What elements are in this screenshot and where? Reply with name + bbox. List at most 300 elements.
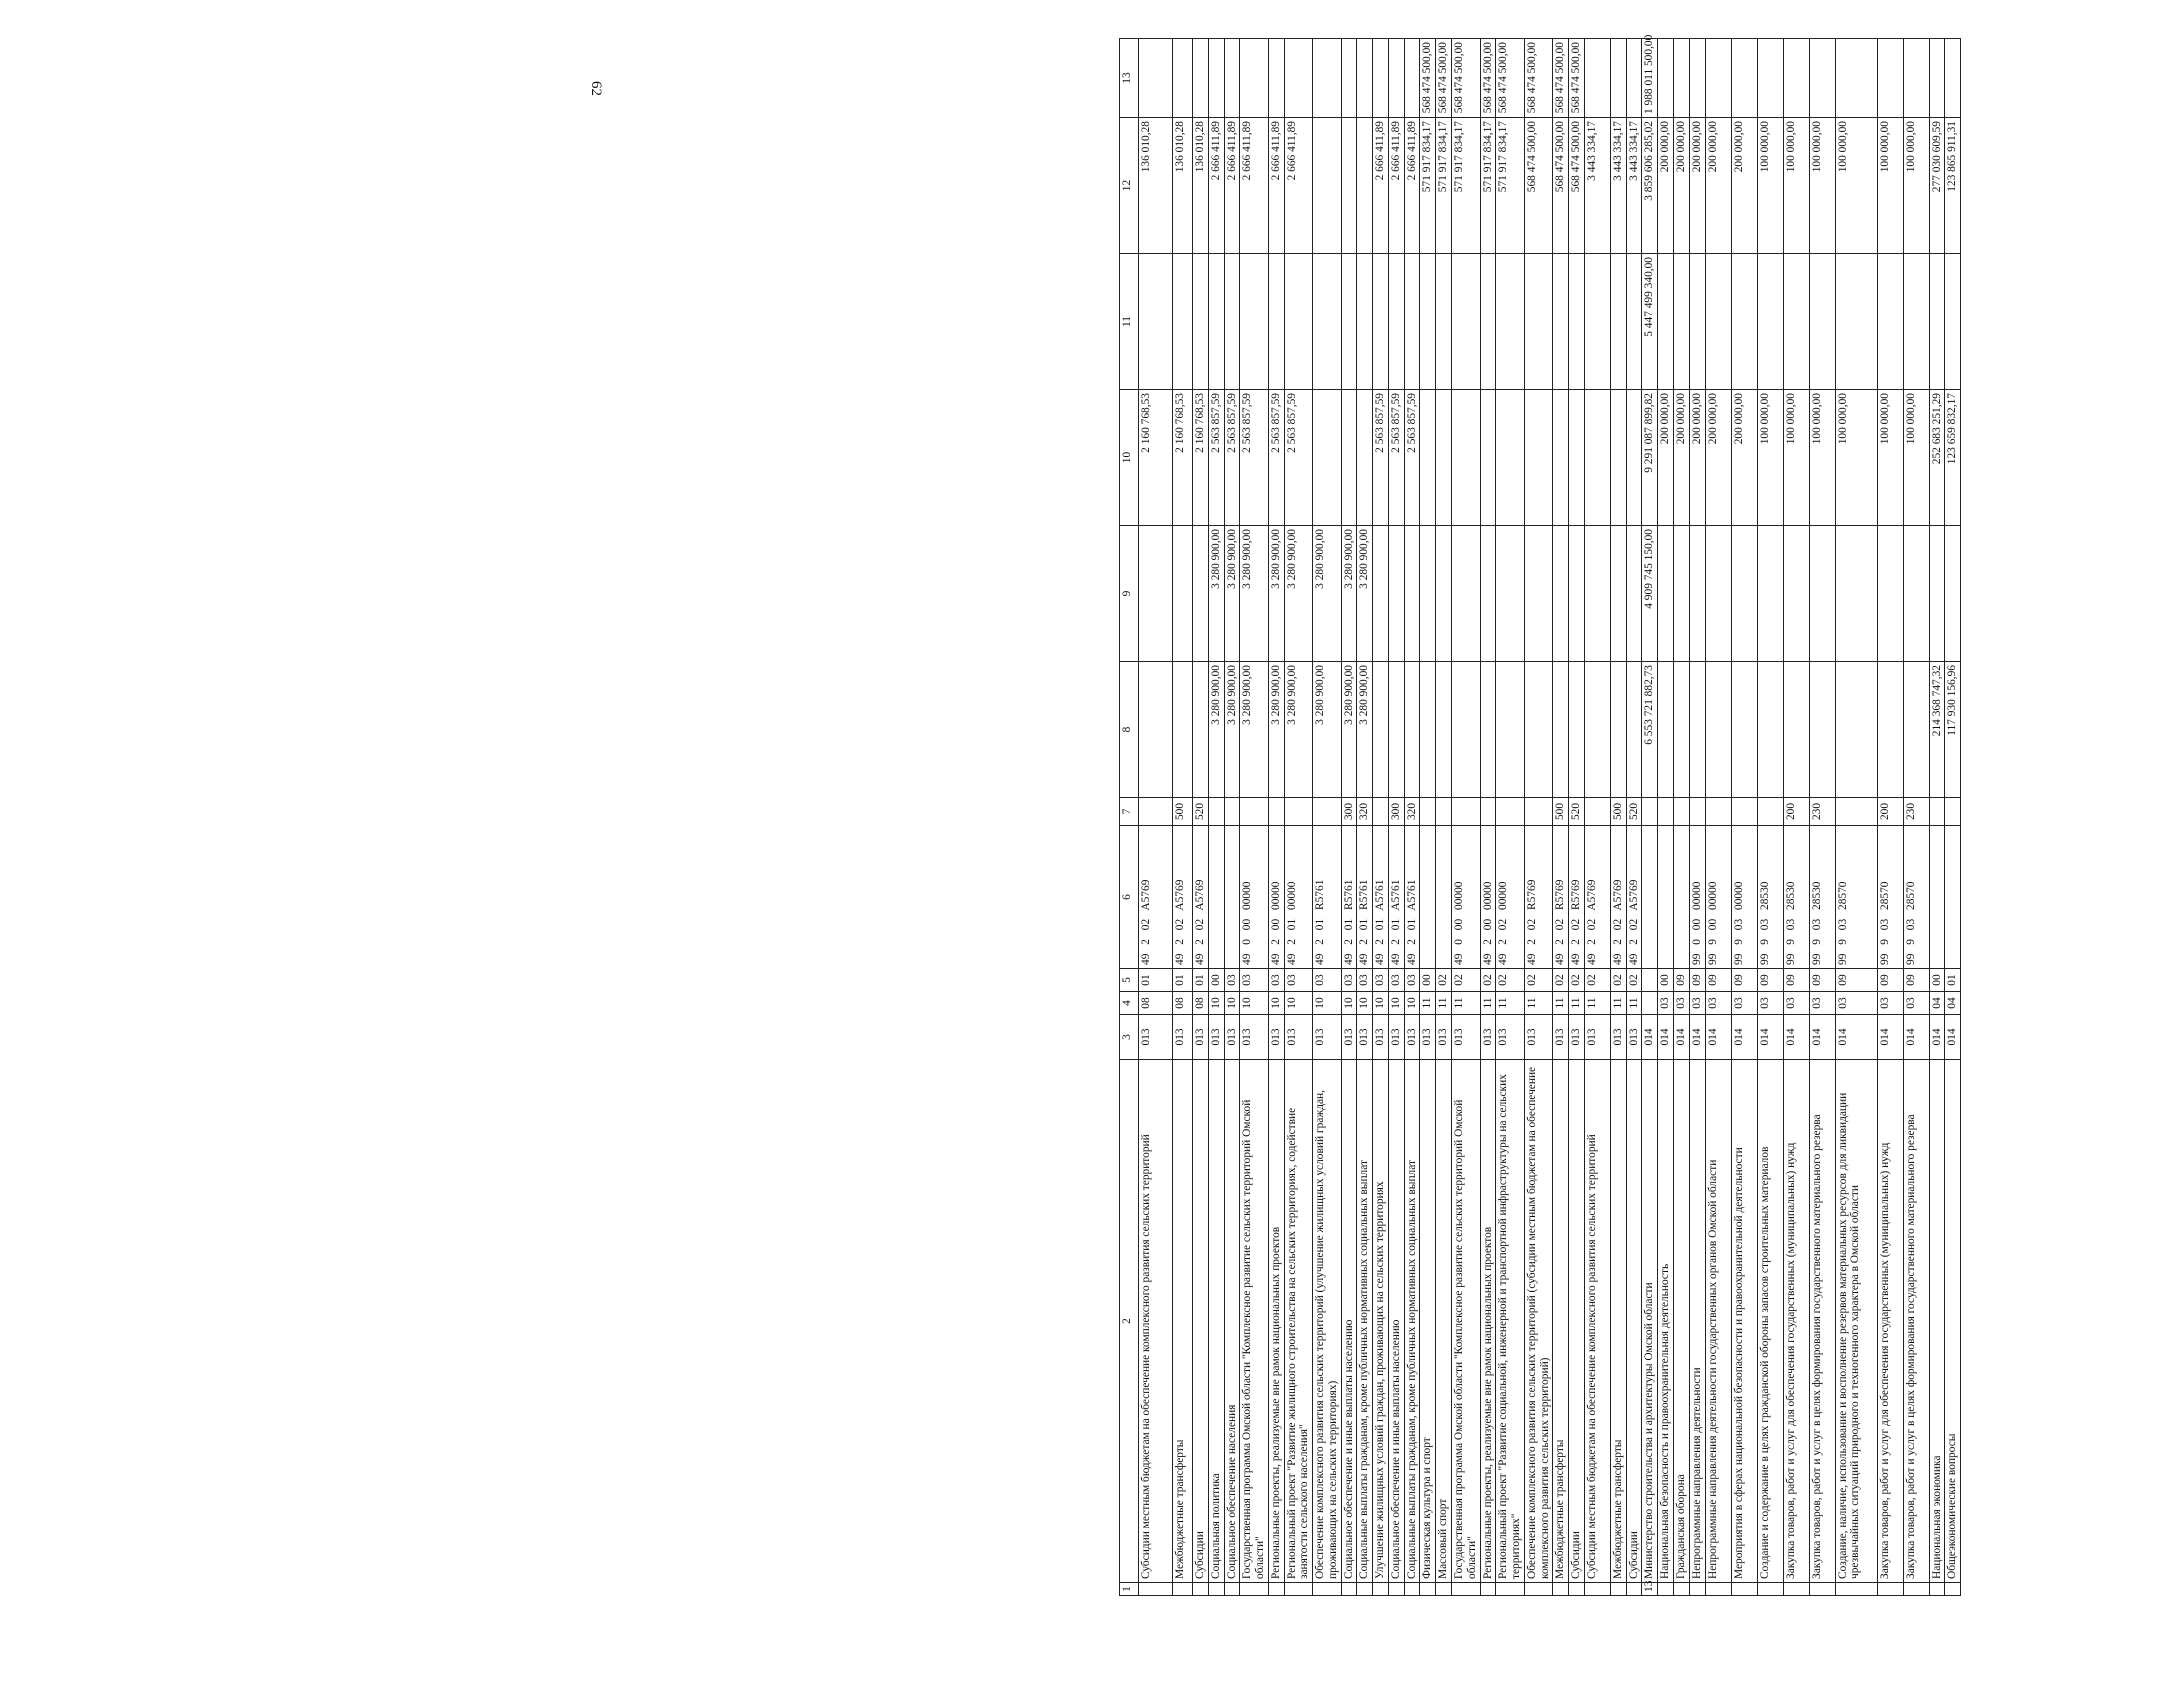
table-cell: 013 — [1357, 1015, 1373, 1060]
table-cell: 03 — [1313, 969, 1342, 992]
table-cell: Региональные проекты, реализуемые вне рамок национальных проектов — [1268, 1060, 1284, 1583]
table-cell — [1173, 662, 1193, 798]
table-cell: 10 — [1268, 992, 1284, 1015]
table-cell: 014 — [1757, 1015, 1783, 1060]
table-cell — [1420, 390, 1436, 526]
table-cell — [1436, 662, 1452, 798]
column-header: 5 — [1120, 969, 1139, 992]
table-cell: 100 000,00 — [1877, 118, 1903, 254]
table-cell: 9 291 087 899,82 — [1642, 390, 1658, 526]
table-cell: 09 — [1757, 969, 1783, 992]
table-cell — [1731, 662, 1757, 798]
table-cell — [1705, 526, 1731, 662]
table-cell: 03 — [1284, 969, 1313, 992]
table-cell: 520 — [1626, 798, 1642, 826]
table-cell — [1569, 390, 1585, 526]
table-cell: 568 474 500,00 — [1524, 118, 1553, 254]
table-row — [1835, 39, 1877, 1596]
table-cell: 99 9 03 28530 — [1783, 826, 1809, 969]
table-row — [1610, 39, 1626, 1596]
table-cell: 500 — [1553, 798, 1569, 826]
table-cell — [1658, 526, 1674, 662]
table-cell: 3 280 900,00 — [1268, 526, 1284, 662]
table-cell — [1452, 1583, 1481, 1596]
table-cell — [1208, 826, 1224, 969]
table-cell: 09 — [1673, 969, 1689, 992]
table-cell: Улучшение жилищных условий граждан, проживающих на сельских территориях — [1373, 1060, 1389, 1583]
table-cell: Субсидии — [1569, 1060, 1585, 1583]
table-cell — [1689, 254, 1705, 390]
table-cell: 01 — [1193, 969, 1209, 992]
table-cell — [1193, 662, 1209, 798]
table-cell — [1553, 526, 1569, 662]
table-cell — [1420, 826, 1436, 969]
table-cell: 013 — [1284, 1015, 1313, 1060]
table-cell — [1835, 526, 1877, 662]
table-cell: 02 — [1524, 969, 1553, 992]
table-cell — [1757, 526, 1783, 662]
table-cell: 11 — [1524, 992, 1553, 1015]
table-cell — [1877, 254, 1903, 390]
table-cell: 2 160 768,53 — [1173, 390, 1193, 526]
table-cell: 1 988 011 500,00 — [1642, 39, 1658, 118]
table-cell — [1496, 254, 1525, 390]
table-cell — [1436, 798, 1452, 826]
table-cell — [1524, 390, 1553, 526]
table-cell — [1658, 826, 1674, 969]
table-cell — [1626, 390, 1642, 526]
table-cell: 568 474 500,00 — [1420, 39, 1436, 118]
table-cell: 49 2 02 A5769 — [1584, 826, 1610, 969]
table-cell — [1610, 1583, 1626, 1596]
table-cell — [1553, 1583, 1569, 1596]
column-header: 6 — [1120, 826, 1139, 969]
table-cell — [1208, 39, 1224, 118]
table-cell — [1388, 526, 1404, 662]
table-cell — [1480, 254, 1496, 390]
table-cell — [1496, 662, 1525, 798]
table-cell: 2 563 857,59 — [1373, 390, 1389, 526]
table-cell: 013 — [1452, 1015, 1481, 1060]
table-cell — [1626, 39, 1642, 118]
table-cell — [1284, 254, 1313, 390]
table-row — [1877, 39, 1903, 1596]
table-cell: 49 2 02 A5769 — [1626, 826, 1642, 969]
column-header: 3 — [1120, 1015, 1139, 1060]
table-cell: 10 — [1357, 992, 1373, 1015]
table-cell — [1835, 662, 1877, 798]
table-cell: 13 — [1642, 1583, 1658, 1596]
table-cell — [1388, 1583, 1404, 1596]
table-cell — [1341, 254, 1357, 390]
table-cell: 03 — [1240, 969, 1269, 992]
table-cell — [1496, 526, 1525, 662]
table-cell — [1673, 826, 1689, 969]
table-cell: 571 917 834,17 — [1436, 118, 1452, 254]
table-cell: Создание, наличие, использование и восполнение резервов материальных ресурсов для ликвидации чрезвычайных ситуаций природного и техногенного характера в Омской области — [1835, 1060, 1877, 1583]
table-cell — [1357, 254, 1373, 390]
column-header: 4 — [1120, 992, 1139, 1015]
table-cell — [1642, 969, 1658, 992]
table-cell — [1673, 254, 1689, 390]
table-cell — [1341, 118, 1357, 254]
table-cell — [1208, 254, 1224, 390]
table-cell — [1436, 254, 1452, 390]
table-cell: 230 — [1903, 798, 1929, 826]
table-cell: 500 — [1610, 798, 1626, 826]
table-row — [1689, 39, 1705, 1596]
table-cell: 014 — [1731, 1015, 1757, 1060]
table-cell — [1480, 798, 1496, 826]
table-cell: Непрограммные направления деятельности государственных органов Омской области — [1705, 1060, 1731, 1583]
table-cell — [1903, 662, 1929, 798]
table-cell — [1705, 254, 1731, 390]
table-row — [1404, 39, 1420, 1596]
table-cell — [1240, 39, 1269, 118]
table-cell: 49 2 02 A5769 — [1139, 826, 1173, 969]
table-cell: 200 000,00 — [1689, 118, 1705, 254]
table-cell: 11 — [1626, 992, 1642, 1015]
table-cell — [1268, 39, 1284, 118]
column-header: 9 — [1120, 526, 1139, 662]
table-cell: 320 — [1357, 798, 1373, 826]
table-cell: 2 563 857,59 — [1284, 390, 1313, 526]
table-cell — [1452, 798, 1481, 826]
table-cell: 99 0 00 00000 — [1689, 826, 1705, 969]
table-cell: 014 — [1877, 1015, 1903, 1060]
table-cell — [1224, 39, 1240, 118]
table-cell — [1809, 254, 1835, 390]
table-cell: Обеспечение комплексного развития сельских территорий (субсидии местным бюджетам на обеспечение комплексного развития сельских территорий) — [1524, 1060, 1553, 1583]
table-cell: 49 2 02 A5769 — [1193, 826, 1209, 969]
table-cell: 08 — [1193, 992, 1209, 1015]
table-cell: 49 2 01 R5761 — [1313, 826, 1342, 969]
table-cell: 252 683 251,29 — [1929, 390, 1945, 526]
table-cell — [1626, 662, 1642, 798]
table-cell — [1705, 39, 1731, 118]
table-cell: Закупка товаров, работ и услуг для обеспечения государственных (муниципальных) нужд — [1877, 1060, 1903, 1583]
table-cell: 2 666 411,89 — [1373, 118, 1389, 254]
table-cell — [1584, 526, 1610, 662]
table-cell: 200 000,00 — [1705, 390, 1731, 526]
table-cell — [1626, 526, 1642, 662]
table-cell — [1626, 1583, 1642, 1596]
table-row — [1903, 39, 1929, 1596]
table-cell: 10 — [1404, 992, 1420, 1015]
table-cell — [1903, 39, 1929, 118]
table-row — [1357, 39, 1373, 1596]
table-cell: 03 — [1673, 992, 1689, 1015]
table-cell: 014 — [1689, 1015, 1705, 1060]
table-cell: 10 — [1240, 992, 1269, 1015]
table-cell: 2 666 411,89 — [1240, 118, 1269, 254]
table-cell — [1452, 526, 1481, 662]
table-cell: Субсидии местным бюджетам на обеспечение комплексного развития сельских территорий — [1584, 1060, 1610, 1583]
table-cell: 500 — [1173, 798, 1193, 826]
table-cell: 03 — [1373, 969, 1389, 992]
table-cell: Региональные проекты, реализуемые вне рамок национальных проектов — [1480, 1060, 1496, 1583]
table-cell: 2 666 411,89 — [1268, 118, 1284, 254]
table-cell — [1642, 826, 1658, 969]
table-cell: Общеэкономические вопросы — [1945, 1060, 1961, 1583]
table-cell — [1420, 526, 1436, 662]
table-cell: 100 000,00 — [1809, 118, 1835, 254]
table-cell: 99 9 03 28570 — [1877, 826, 1903, 969]
table-cell: Национальная безопасность и правоохранительная деятельность — [1658, 1060, 1674, 1583]
table-cell: 200 000,00 — [1658, 390, 1674, 526]
table-cell: 02 — [1610, 969, 1626, 992]
table-cell: 03 — [1341, 969, 1357, 992]
table-cell — [1139, 254, 1173, 390]
table-cell: 014 — [1783, 1015, 1809, 1060]
table-row — [1193, 39, 1209, 1596]
table-cell: 49 2 02 R5769 — [1524, 826, 1553, 969]
table-row — [1705, 39, 1731, 1596]
table-cell: 99 9 00 00000 — [1705, 826, 1731, 969]
table-cell — [1240, 1583, 1269, 1596]
table-cell: 49 2 01 R5761 — [1357, 826, 1373, 969]
table-cell: 568 474 500,00 — [1524, 39, 1553, 118]
table-cell: 99 9 03 28570 — [1835, 826, 1877, 969]
table-cell — [1835, 1583, 1877, 1596]
table-cell: 2 563 857,59 — [1268, 390, 1284, 526]
table-cell: 11 — [1584, 992, 1610, 1015]
table-cell: 2 563 857,59 — [1208, 390, 1224, 526]
column-header: 7 — [1120, 798, 1139, 826]
table-cell: 49 2 00 00000 — [1268, 826, 1284, 969]
table-cell — [1929, 826, 1945, 969]
table-cell: 014 — [1658, 1015, 1674, 1060]
table-cell — [1945, 39, 1961, 118]
table-cell — [1809, 1583, 1835, 1596]
table-cell — [1404, 254, 1420, 390]
table-row — [1313, 39, 1342, 1596]
table-cell — [1313, 118, 1342, 254]
table-cell: Непрограммные направления деятельности — [1689, 1060, 1705, 1583]
table-cell: Социальное обеспечение и иные выплаты населению — [1388, 1060, 1404, 1583]
table-cell — [1809, 662, 1835, 798]
table-cell — [1945, 254, 1961, 390]
table-cell: 3 280 900,00 — [1357, 526, 1373, 662]
table-cell — [1224, 826, 1240, 969]
column-header: 1 — [1120, 1583, 1139, 1596]
table-cell — [1610, 39, 1626, 118]
table-cell — [1929, 39, 1945, 118]
table-cell — [1496, 798, 1525, 826]
table-cell — [1835, 798, 1877, 826]
column-header: 8 — [1120, 662, 1139, 798]
table-cell: Государственная программа Омской области "Комплексное развитие сельских территорий Омской области" — [1240, 1060, 1269, 1583]
table-cell: 013 — [1208, 1015, 1224, 1060]
table-cell: 49 2 02 A5769 — [1173, 826, 1193, 969]
table-row — [1731, 39, 1757, 1596]
table-cell: Социальные выплаты гражданам, кроме публичных нормативных социальных выплат — [1404, 1060, 1420, 1583]
table-cell — [1584, 39, 1610, 118]
table-cell — [1757, 1583, 1783, 1596]
table-cell — [1929, 798, 1945, 826]
table-cell — [1404, 526, 1420, 662]
table-row — [1929, 39, 1945, 1596]
table-cell — [1420, 798, 1436, 826]
table-cell: 49 2 02 00000 — [1496, 826, 1525, 969]
table-cell: Закупка товаров, работ и услуг для обеспечения государственных (муниципальных) нужд — [1783, 1060, 1809, 1583]
table-cell: 10 — [1208, 992, 1224, 1015]
table-cell — [1689, 662, 1705, 798]
table-cell: 117 930 156,96 — [1945, 662, 1961, 798]
table-row — [1480, 39, 1496, 1596]
table-cell: 02 — [1553, 969, 1569, 992]
table-cell: 03 — [1705, 992, 1731, 1015]
table-cell — [1404, 662, 1420, 798]
table-cell: 013 — [1193, 1015, 1209, 1060]
table-cell: 11 — [1420, 992, 1436, 1015]
table-cell — [1809, 39, 1835, 118]
table-cell: 014 — [1945, 1015, 1961, 1060]
table-cell: 09 — [1731, 969, 1757, 992]
table-cell — [1689, 1583, 1705, 1596]
table-row — [1673, 39, 1689, 1596]
table-cell — [1313, 1583, 1342, 1596]
table-cell: 200 — [1877, 798, 1903, 826]
table-cell: 277 030 609,59 — [1929, 118, 1945, 254]
table-cell: 200 000,00 — [1731, 390, 1757, 526]
table-row — [1757, 39, 1783, 1596]
table-cell: Национальная экономика — [1929, 1060, 1945, 1583]
column-header: 2 — [1120, 1060, 1139, 1583]
table-cell: 320 — [1404, 798, 1420, 826]
table-cell — [1945, 1583, 1961, 1596]
table-cell — [1731, 1583, 1757, 1596]
table-cell — [1903, 526, 1929, 662]
table-cell: Межбюджетные трансферты — [1553, 1060, 1569, 1583]
table-cell: 03 — [1658, 992, 1674, 1015]
table-cell: 3 280 900,00 — [1240, 526, 1269, 662]
table-cell — [1480, 390, 1496, 526]
table-cell: 10 — [1341, 992, 1357, 1015]
table-cell — [1658, 798, 1674, 826]
table-cell: 3 443 334,17 — [1610, 118, 1626, 254]
table-cell: 100 000,00 — [1809, 390, 1835, 526]
table-cell — [1373, 798, 1389, 826]
table-cell: 3 280 900,00 — [1208, 662, 1224, 798]
table-cell — [1705, 798, 1731, 826]
table-row — [1139, 39, 1173, 1596]
column-header: 10 — [1120, 390, 1139, 526]
table-cell: 200 000,00 — [1658, 118, 1674, 254]
table-cell — [1626, 254, 1642, 390]
table-cell — [1373, 39, 1389, 118]
table-cell — [1388, 254, 1404, 390]
table-cell: 03 — [1783, 992, 1809, 1015]
table-cell: Физическая культура и спорт — [1420, 1060, 1436, 1583]
table-cell — [1731, 39, 1757, 118]
table-cell: 99 9 03 28570 — [1903, 826, 1929, 969]
table-cell: 03 — [1877, 992, 1903, 1015]
table-row — [1373, 39, 1389, 1596]
table-cell — [1658, 1583, 1674, 1596]
table-cell: 100 000,00 — [1903, 390, 1929, 526]
table-row — [1208, 39, 1224, 1596]
table-row — [1224, 39, 1240, 1596]
table-cell: 568 474 500,00 — [1480, 39, 1496, 118]
table-cell: Министерство строительства и архитектуры Омской области — [1642, 1060, 1658, 1583]
table-cell: 013 — [1569, 1015, 1585, 1060]
table-cell: 09 — [1903, 969, 1929, 992]
column-header: 13 — [1120, 39, 1139, 118]
table-cell — [1731, 798, 1757, 826]
table-cell: 100 000,00 — [1877, 390, 1903, 526]
table-cell — [1173, 39, 1193, 118]
table-cell: Закупка товаров, работ и услуг в целях формирования государственного материального резерва — [1809, 1060, 1835, 1583]
table-cell — [1945, 826, 1961, 969]
table-cell: Региональный проект "Развитие жилищного строительства на сельских территориях, содействие занятости сельского населения" — [1284, 1060, 1313, 1583]
table-cell: 02 — [1569, 969, 1585, 992]
table-cell: Создание и содержание в целях гражданской обороны запасов строительных материалов — [1757, 1060, 1783, 1583]
table-cell — [1945, 798, 1961, 826]
table-cell — [1193, 254, 1209, 390]
table-cell — [1877, 1583, 1903, 1596]
table-cell: 230 — [1809, 798, 1835, 826]
table-cell: 200 — [1783, 798, 1809, 826]
table-row — [1524, 39, 1553, 1596]
table-cell: 02 — [1452, 969, 1481, 992]
table-cell: 568 474 500,00 — [1569, 118, 1585, 254]
table-cell — [1835, 39, 1877, 118]
table-cell — [1420, 662, 1436, 798]
table-cell: 200 000,00 — [1731, 118, 1757, 254]
table-cell: 10 — [1388, 992, 1404, 1015]
table-cell: 00 — [1208, 969, 1224, 992]
table-cell: 01 — [1139, 969, 1173, 992]
table-cell — [1705, 1583, 1731, 1596]
table-cell — [1929, 1583, 1945, 1596]
table-cell: 03 — [1757, 992, 1783, 1015]
table-cell: 02 — [1480, 969, 1496, 992]
table-cell: 03 — [1689, 992, 1705, 1015]
table-row — [1496, 39, 1525, 1596]
table-cell: 2 160 768,53 — [1139, 390, 1173, 526]
table-cell — [1569, 1583, 1585, 1596]
table-cell: 11 — [1452, 992, 1481, 1015]
table-cell — [1757, 662, 1783, 798]
table-cell — [1569, 526, 1585, 662]
table-cell — [1357, 1583, 1373, 1596]
table-cell — [1193, 526, 1209, 662]
table-cell — [1584, 662, 1610, 798]
table-cell — [1240, 254, 1269, 390]
table-cell — [1173, 526, 1193, 662]
table-cell: 99 9 03 28530 — [1757, 826, 1783, 969]
table-cell: 2 563 857,59 — [1388, 390, 1404, 526]
table-cell: 2 666 411,89 — [1284, 118, 1313, 254]
table-cell — [1436, 826, 1452, 969]
table-cell — [1404, 1583, 1420, 1596]
table-cell — [1208, 1583, 1224, 1596]
page-number: 62 — [588, 81, 604, 96]
table-cell — [1783, 254, 1809, 390]
table-cell: 014 — [1673, 1015, 1689, 1060]
table-cell: 09 — [1877, 969, 1903, 992]
table-cell: 11 — [1496, 992, 1525, 1015]
table-cell: Обеспечение комплексного развития сельских территорий (улучшение жилищных условий граждан, проживающих на сельских территориях) — [1313, 1060, 1342, 1583]
table-cell: Межбюджетные трансферты — [1173, 1060, 1193, 1583]
table-cell — [1313, 390, 1342, 526]
table-cell — [1404, 39, 1420, 118]
table-cell — [1193, 1583, 1209, 1596]
table-cell — [1584, 1583, 1610, 1596]
table-cell — [1689, 798, 1705, 826]
table-cell — [1610, 254, 1626, 390]
